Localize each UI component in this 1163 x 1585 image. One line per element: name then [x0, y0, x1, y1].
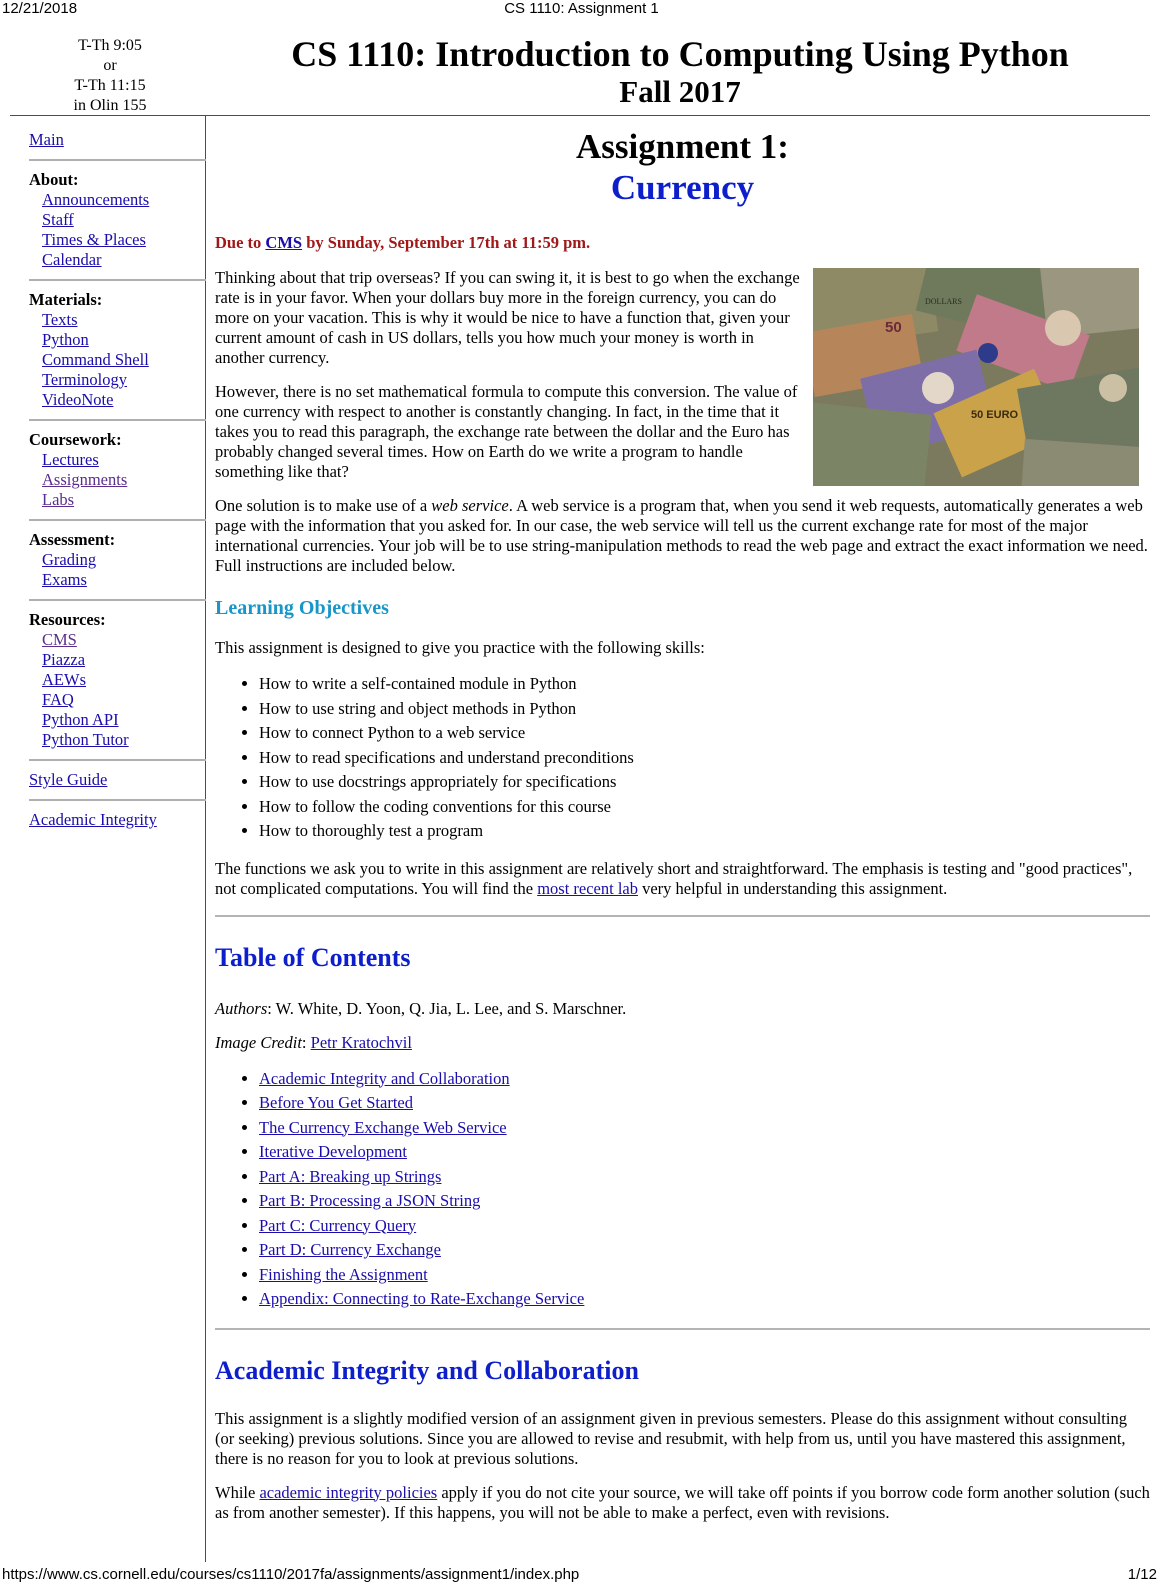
- text-span: . A web service is a program that, when you send it web requests, automatically generates a web page with the information that you asked for. In our case, the web service will tell us the current exchange rate for most of the major international currencies. Your job will be to use string-manipulation methods to read the web page and extract the exact information we need. Full instructions are included below.: [215, 496, 1148, 575]
- sidebar-divider-line: [29, 519, 206, 521]
- banknote-label: 50: [885, 319, 902, 336]
- sidebar-link-labs[interactable]: Labs: [42, 490, 75, 509]
- sidebar-link-aews[interactable]: AEWs: [42, 670, 86, 689]
- sidebar-link-python-tutor[interactable]: Python Tutor: [42, 730, 129, 749]
- sidebar-link-python[interactable]: Python: [42, 330, 89, 349]
- toc-list: [215, 1067, 1150, 1312]
- sidebar-heading: Assessment:: [29, 530, 116, 549]
- academic-integrity-heading: Academic Integrity and Collaboration: [215, 1355, 639, 1385]
- sidebar-link-videonote[interactable]: VideoNote: [42, 390, 114, 409]
- image-credit-link[interactable]: Petr Kratochvil: [310, 1032, 412, 1052]
- objectives-list: [215, 672, 1150, 844]
- sidebar-link-texts[interactable]: Texts: [42, 310, 78, 329]
- toc-link[interactable]: Part C: Currency Query: [259, 1215, 417, 1235]
- due-date-notice: [215, 233, 1150, 253]
- authors-names: : W. White, D. Yoon, Q. Jia, L. Lee, and S. Marschner.: [267, 998, 627, 1018]
- toc-link[interactable]: Part B: Processing a JSON String: [259, 1191, 481, 1210]
- sidebar-divider-line: [29, 759, 206, 761]
- currency-banknotes-photo: [813, 268, 1139, 486]
- sidebar-link-grading[interactable]: Grading: [42, 550, 97, 569]
- course-schedule: [30, 36, 190, 116]
- sidebar-link-assignments[interactable]: Assignments: [42, 470, 128, 489]
- toc-heading: Table of Contents: [215, 942, 411, 972]
- toc-link[interactable]: Iterative Development: [259, 1142, 407, 1161]
- schedule-line: T-Th 11:15: [74, 77, 146, 94]
- section-divider: [215, 915, 1150, 917]
- print-title: CS 1110: Assignment 1: [504, 0, 659, 17]
- text-span: apply if you do not cite your source, we will take off points if you borrow code form another solution (such as from another semester). If this happens, you will not be able to make a perfect, even with revisions.: [215, 1482, 1150, 1522]
- sidebar-link-staff[interactable]: Staff: [42, 210, 74, 229]
- banknote-label: 50 EURO: [971, 409, 1019, 421]
- objective-item: • How to follow the coding conventions for this course: [259, 795, 1150, 820]
- toc-item: [259, 1263, 1150, 1288]
- main-content: [215, 126, 1150, 1537]
- toc-item: [259, 1140, 1150, 1165]
- course-title: CS 1110: Introduction to Computing Using Python: [291, 34, 1069, 74]
- functions-paragraph: [215, 859, 1150, 899]
- schedule-line: or: [103, 57, 117, 74]
- sidebar-heading: Materials:: [29, 290, 103, 309]
- sidebar-link-style-guide[interactable]: Style Guide: [29, 770, 108, 789]
- due-cms-link[interactable]: CMS: [265, 233, 303, 252]
- toc-item: [259, 1238, 1150, 1263]
- objectives-heading: Learning Objectives: [215, 597, 389, 619]
- toc-item: [259, 1091, 1150, 1116]
- sidebar-link-faq[interactable]: FAQ: [42, 690, 74, 709]
- sidebar-divider-line: [29, 799, 206, 801]
- objectives-intro: This assignment is designed to give you practice with the following skills:: [215, 638, 705, 657]
- toc-item: [259, 1165, 1150, 1190]
- due-suffix: by Sunday, September 17th at 11:59 pm.: [302, 233, 591, 252]
- sidebar-divider-line: [29, 279, 206, 281]
- toc-link[interactable]: Part D: Currency Exchange: [259, 1240, 441, 1259]
- objective-item: • How to write a self-contained module in Python: [259, 672, 1150, 697]
- sidebar-section-coursework: [29, 430, 206, 510]
- section-divider: [215, 1328, 1150, 1330]
- text-span: very helpful in understanding this assignment.: [637, 878, 948, 898]
- text-span: :: [301, 1032, 311, 1052]
- toc-item: [259, 1189, 1150, 1214]
- objective-item: • How to read specifications and understand preconditions: [259, 746, 1150, 771]
- header-divider: [10, 115, 1150, 116]
- toc-link[interactable]: Academic Integrity and Collaboration: [259, 1068, 510, 1088]
- assignment-subtitle: Currency: [610, 168, 755, 207]
- sidebar-link-cms[interactable]: CMS: [42, 630, 77, 649]
- sidebar-divider-line: [29, 599, 206, 601]
- image-credit-label: Image Credit: [215, 1032, 302, 1052]
- print-header: [0, 0, 1163, 18]
- sidebar-link-lectures[interactable]: Lectures: [42, 450, 99, 469]
- sidebar-link-piazza[interactable]: Piazza: [42, 650, 86, 669]
- print-footer: [0, 1566, 1163, 1584]
- integrity-policies-link[interactable]: academic integrity policies: [259, 1482, 438, 1502]
- sidebar-heading: Resources:: [29, 610, 106, 629]
- sidebar-section-assessment: [29, 530, 206, 590]
- sidebar-link-calendar[interactable]: Calendar: [42, 250, 102, 269]
- text-span: While: [215, 1482, 260, 1502]
- toc-item: [259, 1287, 1150, 1312]
- print-url: https://www.cs.cornell.edu/courses/cs1110/2017fa/assignments/assignment1/index.php: [2, 1566, 580, 1583]
- assignment-title-line: Assignment 1:: [576, 127, 789, 166]
- sidebar-link-terminology[interactable]: Terminology: [42, 370, 127, 389]
- course-term: Fall 2017: [619, 74, 741, 109]
- sidebar-link-command-shell[interactable]: Command Shell: [42, 350, 149, 369]
- sidebar-link-exams[interactable]: Exams: [42, 570, 87, 589]
- sidebar-link-python-api[interactable]: Python API: [42, 710, 119, 729]
- due-prefix: Due to: [215, 233, 266, 252]
- sidebar-heading: Coursework:: [29, 430, 122, 449]
- sidebar-section-about: [29, 170, 206, 270]
- toc-link[interactable]: Finishing the Assignment: [259, 1264, 428, 1284]
- recent-lab-link[interactable]: most recent lab: [537, 878, 638, 898]
- toc-item: [259, 1116, 1150, 1141]
- objective-item: • How to thoroughly test a program: [259, 819, 1150, 844]
- intro-paragraph: [215, 496, 1150, 576]
- site-title: [205, 34, 1155, 110]
- authors-line: [215, 999, 1150, 1019]
- sidebar-section-materials: [29, 290, 206, 410]
- emphasis-text: web service: [431, 496, 509, 515]
- sidebar-nav: [29, 130, 206, 830]
- toc-item: [259, 1214, 1150, 1239]
- schedule-line: in Olin 155: [73, 97, 147, 114]
- sidebar-link-times-places[interactable]: Times & Places: [42, 230, 146, 249]
- sidebar-link-announcements[interactable]: Announcements: [42, 190, 150, 209]
- toc-link[interactable]: Appendix: Connecting to Rate-Exchange Service: [259, 1289, 585, 1308]
- print-page-number: 1/12: [1127, 1566, 1157, 1583]
- sidebar-link-academic-integrity[interactable]: Academic Integrity: [29, 810, 157, 829]
- objective-item: • How to use docstrings appropriately for specifications: [259, 770, 1150, 795]
- objective-item: • How to connect Python to a web service: [259, 721, 1150, 746]
- print-date: 12/21/2018: [2, 0, 78, 17]
- toc-item: [259, 1067, 1150, 1092]
- image-credit-line: [215, 1033, 1150, 1053]
- intro-paragraph: However, there is no set mathematical formula to compute this conversion. The value of one currency with respect to another is constantly changing. In fact, in the time that it takes you to read this paragraph, the exchange rate between the dollar and the Euro has probably changed several times. How on Earth do we write a program to handle something like that?: [215, 382, 798, 481]
- toc-link[interactable]: Before You Get Started: [259, 1093, 413, 1112]
- toc-link[interactable]: Part A: Breaking up Strings: [259, 1166, 442, 1186]
- toc-link[interactable]: The Currency Exchange Web Service: [259, 1117, 507, 1137]
- text-span: The functions we ask you to write in this assignment are relatively short and straightforward. The emphasis is testing and "good practices", not complicated computations. You will find the: [215, 858, 1133, 898]
- banknote-label: DOLLARS: [925, 297, 962, 306]
- sidebar-divider-line: [29, 419, 206, 421]
- authors-label: Authors: [215, 998, 268, 1018]
- assignment-title: [215, 126, 1150, 208]
- academic-integrity-paragraph: [215, 1483, 1150, 1523]
- text-span: One solution is to make use of a: [215, 496, 432, 515]
- sidebar-divider-line: [29, 159, 206, 161]
- sidebar-section-resources: [29, 610, 206, 750]
- objective-item: • How to use string and object methods in Python: [259, 697, 1150, 722]
- schedule-line: T-Th 9:05: [78, 37, 142, 54]
- sidebar-heading: About:: [29, 170, 79, 189]
- sidebar-link-main[interactable]: Main: [29, 130, 64, 149]
- academic-integrity-paragraph: This assignment is a slightly modified version of an assignment given in previous semesters. Please do this assignment without consulting (or seeking) previous solutions. Since you are allowed to revise and resubmit, with help from us, until you have mastered this assignment, there is no reason for you to look at previous solutions.: [215, 1408, 1127, 1468]
- intro-paragraph: Thinking about that trip overseas? If you can swing it, it is best to go when the exchange rate is in your favor. When your dollars buy more in the foreign currency, you can do more on your vacation. This is why it would be nice to have a function that, given your current amount of cash in US dollars, tells you how much your money is worth in another currency.: [215, 268, 800, 367]
